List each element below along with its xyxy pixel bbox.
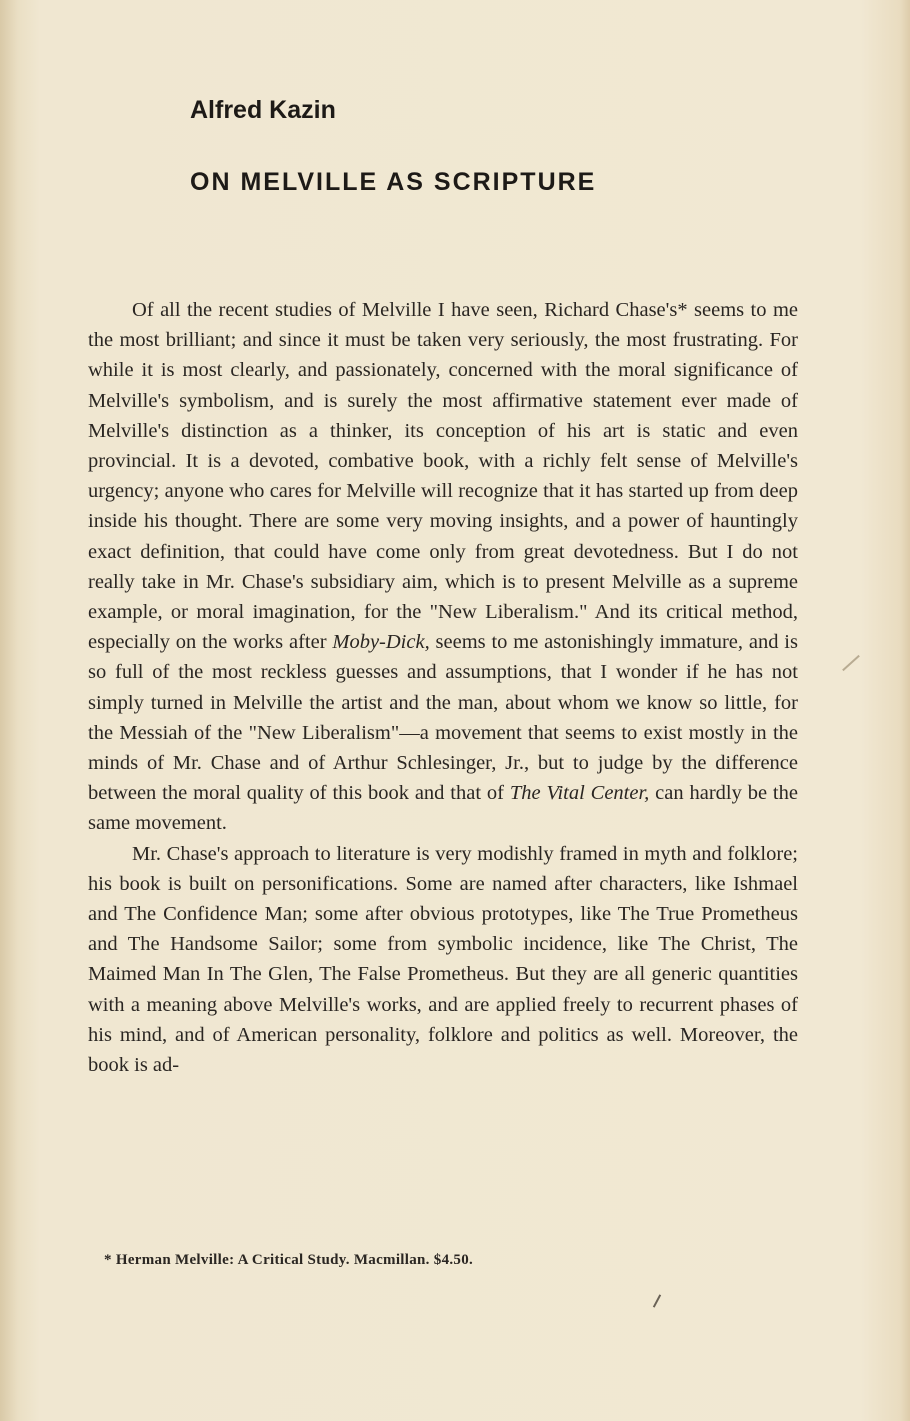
footnote: * Herman Melville: A Critical Study. Macmillan. $4.50. [104,1252,474,1268]
pencil-mark [842,655,860,671]
author-name: Alfred Kazin [190,96,336,124]
article-title: ON MELVILLE AS SCRIPTURE [190,168,597,196]
pencil-mark [653,1294,661,1307]
paragraph-1-text-a: Of all the recent studies of Melville I have seen, Richard Chase's* seems to me the most brilliant; and since it must be taken very seriously, the most frustrating. For while it is most clearly, and passionately, concerned with the moral significance of Melville's symbolism, and is surely the most affirmative statement ever made of Melville's distinction as a thinker, its conception of his art is static and even provincial. It is a devoted, combative book, with a richly felt sense of Melville's urgency; anyone who cares for Melville will recognize that it has started up from deep inside his thought. There are some very moving insights, and a power of hauntingly exact definition, that could have come only from great devotedness. But I do not really take in Mr. Chase's subsidiary aim, which is to present Melville as a supreme example, or moral imagination, for the "New Liberalism." And its critical method, especially on the works after [88,299,798,654]
italic-title-moby-dick: Moby-Dick, [332,631,430,654]
paragraph-1-text-c: can hardly be the same movement. [88,782,798,835]
article-body [88,295,798,1080]
paragraph-1-text-b: seems to me astonishingly immature, and is so full of the most reckless guesses and assumptions, that I wonder if he has not simply turned in Melville the artist and the man, about whom we know so little, for the Messiah of the "New Liberalism"—a movement that seems to exist mostly in the minds of Mr. Chase and of Arthur Schlesinger, Jr., but to judge by the difference between the moral quality of this book and that of [88,631,798,805]
paragraph-1 [88,295,798,839]
italic-title-vital-center: The Vital Center, [509,782,650,805]
paragraph-2: Mr. Chase's approach to literature is very modishly framed in myth and folklore; his book is built on personifications. Some are named after characters, like Ishmael and The Confidence Man; some after obvious prototypes, like The True Prometheus and The Handsome Sailor; some from symbolic incidence, like The Christ, The Maimed Man In The Glen, The False Prometheus. But they are all generic quantities with a meaning above Melville's works, and are applied freely to recurrent phases of his mind, and of American personality, folklore and politics as well. Moreover, the book is ad- [88,842,798,1077]
